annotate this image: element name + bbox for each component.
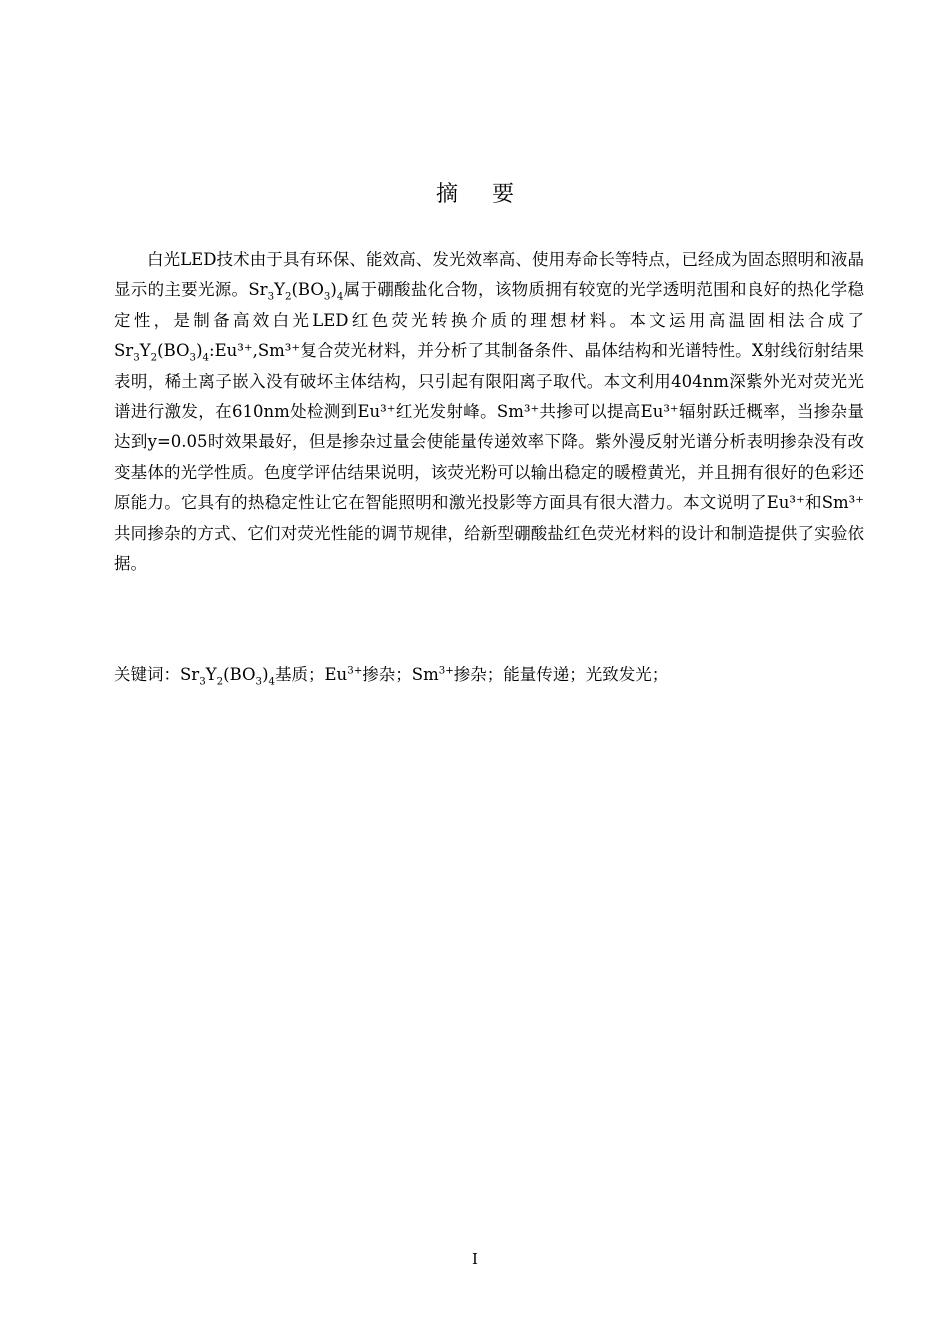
abstract-paragraph [114,245,864,579]
keyword-sm-doping: $Sm^{3+}$掺杂； [411,665,504,684]
abstract-title: 摘要 [435,182,548,207]
page-number: I [472,1250,478,1268]
keywords-line [114,660,864,690]
keywords-label: 关键词： [114,665,180,684]
abstract-text-part-3: 复合荧光材料，并分析了其制备条件、晶体结构和光谱特性。X射线衍射结果表明，稀土离子嵌入没有破坏主体结构，只引起有限阳离子取代。本文利用404nm深紫外光对荧光光谱进行激发，在610nm处检测到Eu³⁺红光发射峰。Sm³⁺共掺可以提高Eu³⁺辐射跃迁概率，当掺杂量达到y=0.05时效果最好，但是掺杂过量会使能量传递效率下降。紫外漫反射光谱分析表明掺杂没有改变基体的光学性质。色度学评估结果说明，该荧光粉可以输出稳定的暖橙黄光，并且拥有很好的色彩还原能力。它具有的热稳定性让它在智能照明和激光投影等方面具有很大潜力。本文说明了Eu³⁺和Sm³⁺共同掺杂的方式、它们对荧光性能的调节规律，给新型硼酸盐红色荧光材料的设计和制造提供了实验依据。 [114,341,864,574]
doped-chemical-formula: $Sr_3Y_2(BO_3)_4:Eu^{3+},Sm^{3+}$ [114,341,301,364]
abstract-text-part-2: 属于硼酸盐化合物，该物质拥有较宽的光学透明范围和良好的热化学稳定性，是制备高效白光LED红色荧光转换介质的理想材料。本文运用高温固相法合成了 [114,280,865,330]
keyword-photoluminescence: 光致发光； [585,665,669,684]
keyword-eu-doping: $Eu^{3+}$掺杂； [324,665,412,684]
keyword-energy-transfer: 能量传递； [503,665,586,684]
chemical-formula: $Sr_3Y_2(BO_3)_4$ [248,280,344,303]
keyword-host-matrix: $Sr_3Y_2(BO_3)_4$基质； [180,665,325,688]
abstract-text-part-1: 白光LED技术由于具有环保、能效高、发光效率高、使用寿命长等特点，已经成为固态照明和液晶显示的主要光源。 [114,250,864,300]
